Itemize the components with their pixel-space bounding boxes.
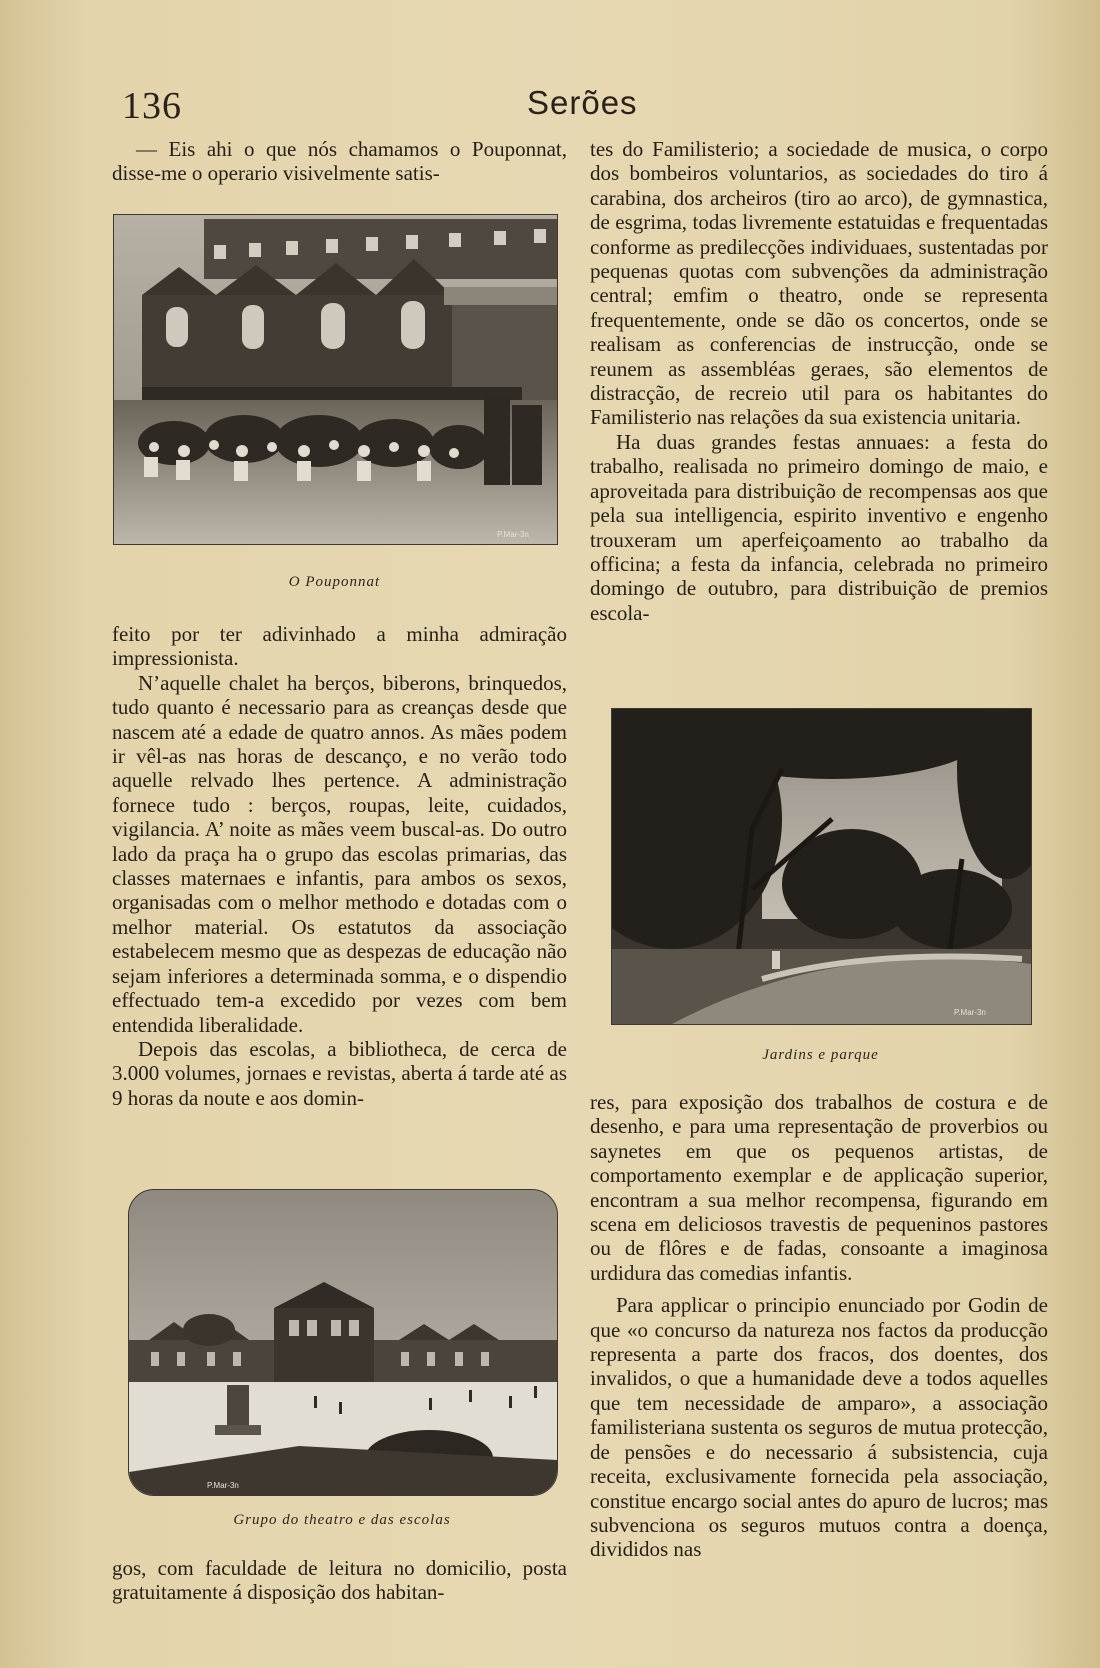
jardins-engraver-mark: P.Mar-3n: [954, 1008, 986, 1017]
left-opening-paragraph: — Eis ahi o que nós chamamos o Pouponnat, disse-me o operario visivelmente satis-: [112, 137, 567, 186]
page-header: [122, 84, 1050, 128]
pouponnat-caption: O Pouponnat: [288, 574, 381, 590]
pouponnat-photo: [113, 214, 558, 545]
right-opening-paragraph: tes do Familisterio; a sociedade de musica, o corpo dos bombeiros voluntarios, as sociedades do tiro á carabina, dos archeiros (tiro ao arco), de gymnastica, de esgrima, todas livremente estatuidas e frequentadas conforme as predilecções individuaes, sustentadas por pequenas quotas com subvenções da administração central; emfim o theatro, onde se representa frequentemente, onde se dão os concertos, onde se realisam as conferencias de instrucção, onde se reunem as assembléas geraes, são elementos de distracção, de recreio util para os habitantes do Familisterio nas relações da sua existencia unitaria.: [590, 137, 1048, 430]
left-closing-paragraph: gos, com faculdade de leitura no domicilio, posta gratuitamente á disposição dos habitan-: [112, 1556, 567, 1605]
page-number: 136: [122, 85, 182, 127]
left-column-body: [112, 622, 567, 1110]
jardins-caption: Jardins e parque: [762, 1047, 879, 1063]
running-title: Serões: [527, 84, 638, 121]
right-column-top: [590, 137, 1048, 625]
right-continuation-paragraph: res, para exposição dos trabalhos de costura e de desenho, e para uma representação de proverbios ou saynetes em que os pequenos artistas, de comportamento exemplar e de applicação superior, encontram a sua melhor recompensa, figurando em scena em deliciosos travestis de pequeninos pastores ou de flôres e de fadas, consoante a imaginosa urdidura das comedias infantis.: [590, 1090, 1048, 1285]
left-continuation-paragraph: feito por ter adivinhado a minha admiração impressionista.: [112, 622, 567, 671]
chalet-paragraph: N’aquelle chalet ha berços, biberons, brinquedos, tudo quanto é necessario para as creanças desde que nascem até a edade de quatro annos. As mães podem ir vêl-as nas horas de descanço, e no verão todo aquelle relvado lhes pertence. A administração fornece tudo : berços, roupas, leite, cuidados, vigilancia. A’ noite as mães veem buscal-as. Do outro lado da praça ha o grupo das escolas primarias, das classes maternaes e infantis, para ambos os sexos, organisadas com o melhor methodo e dotadas com o melhor material. Os estatutos da associação estabelecem mesmo que as despezas de educação não sejam inferiores a determinada somma, e o dispendio effectuado tem-a excedido por vezes com bem entendida liberalidade.: [112, 670, 567, 1037]
bibliotheca-paragraph: Depois das escolas, a bibliotheca, de cerca de 3.000 volumes, jornaes e revistas, aberta á tarde até as 9 horas da noute e aos domin-: [112, 1036, 567, 1110]
left-column-opening: [112, 137, 567, 186]
theatro-engraver-mark: P.Mar-3n: [207, 1481, 239, 1490]
theatro-photo: [128, 1189, 558, 1496]
pouponnat-engraver-mark: P.Mar-3n: [497, 530, 529, 539]
left-column-closing: [112, 1556, 567, 1605]
theatro-caption: Grupo do theatro e das escolas: [233, 1512, 451, 1528]
right-column-bottom: [590, 1090, 1048, 1562]
festas-paragraph: Ha duas grandes festas annuaes: a festa do trabalho, realisada no primeiro domingo de maio, e aproveitada para distribuição de recompensas aos que pela sua intelligencia, espirito inventivo e engenho trouxeram um aperfeiçoamento ao trabalho da officina; a festa da infancia, celebrada no primeiro domingo de outubro, para distribuição de premios escola-: [590, 429, 1048, 625]
godin-paragraph: Para applicar o principio enunciado por Godin de que «o concurso da natureza nos factos da producção representa a parte dos fracos, dos doentes, dos invalidos, o que a humanidade deve a todos aquelles que tem necessidade de amparo», a associação familisteriana sustenta os seguros de mutua protecção, de pensões e do necessario á subsistencia, cuja receita, exclusivamente fornecida pela associação, constitue encargo social antes do apuro de lucros; mas subvenciona os seguros mutuos contra a doença, divididos nas: [590, 1293, 1048, 1562]
jardins-photo: [611, 708, 1032, 1025]
